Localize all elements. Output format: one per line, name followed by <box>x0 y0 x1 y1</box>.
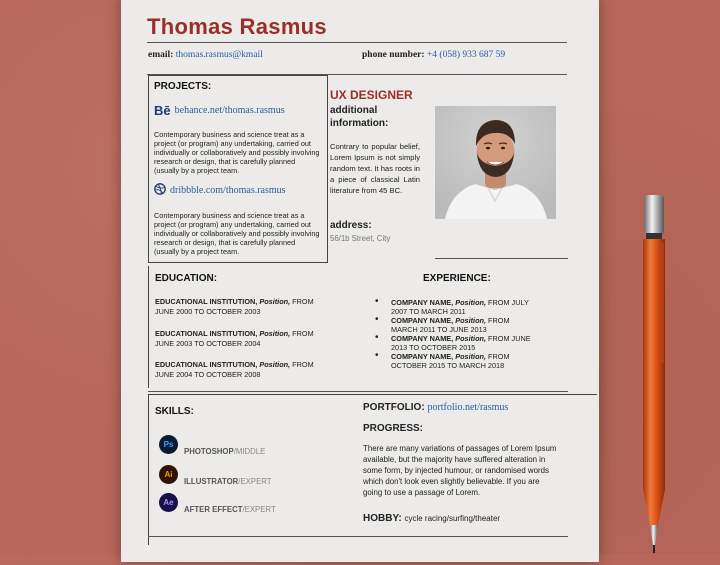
phone-link[interactable]: +4 (058) 933 687 59 <box>426 50 506 60</box>
dribbble-description: Contemporary business and science treat as a project (or program) any undertaking, carried out individually or collaboratively and possibly involving research or design, that is carefully planned (usually by a project team. <box>154 211 320 256</box>
phone-line <box>362 50 505 60</box>
progress-heading: PROGRESS: <box>363 423 424 434</box>
resume-name: Thomas Rasmus <box>147 14 327 39</box>
experience-item: • COMPANY NAME, Position, FROM JULY 2007 TO MARCH 2011 <box>375 298 575 316</box>
hobby-label: HOBBY: <box>363 513 402 524</box>
education-item: EDUCATIONAL INSTITUTION, Position, FROM JUNE 2000 TO OCTOBER 2003 <box>155 297 314 316</box>
illustrator-icon: Ai <box>159 465 178 484</box>
projects-heading: PROJECTS: <box>154 81 212 92</box>
behance-row[interactable] <box>154 103 285 118</box>
portfolio-link[interactable]: portfolio.net/rasmus <box>427 402 509 413</box>
divider <box>148 536 568 537</box>
experience-heading: EXPERIENCE: <box>423 273 491 284</box>
dribbble-icon <box>154 183 166 198</box>
photoshop-icon: Ps <box>159 435 178 454</box>
dribbble-link[interactable]: dribbble.com/thomas.rasmus <box>170 185 286 196</box>
profile-photo <box>435 106 556 219</box>
resume-paper <box>121 0 599 562</box>
experience-list <box>375 298 575 370</box>
behance-link[interactable]: behance.net/thomas.rasmus <box>174 105 285 116</box>
skills-portfolio-section <box>148 394 597 545</box>
email-link[interactable]: thomas.rasmus@kmail <box>175 50 263 60</box>
skills-heading: SKILLS: <box>155 406 194 417</box>
email-line <box>148 50 263 60</box>
divider <box>148 391 568 392</box>
projects-box <box>148 75 328 263</box>
portfolio-label: PORTFOLIO: <box>363 402 425 413</box>
experience-item: • COMPANY NAME, Position, FROM MARCH 2011 TO JUNE 2013 <box>375 316 575 334</box>
after-effect-icon: Ae <box>159 493 178 512</box>
progress-text: There are many variations of passages of Lorem Ipsum available, but the majority have suffered alteration in some form, by injected humour, or randomised words which don't look even slightly believable. If you are going to use a passage of Lorem. <box>363 444 557 497</box>
experience-item: • COMPANY NAME, Position, FROM OCTOBER 2015 TO MARCH 2018 <box>375 352 575 370</box>
behance-description: Contemporary business and science treat as a project (or program) any undertaking, carried out individually or collaboratively and possibly involving research or design, that is carefully planned (usually by a project team. <box>154 130 320 175</box>
role-title: UX DESIGNER <box>330 88 413 102</box>
dribbble-row[interactable] <box>154 183 286 198</box>
education-item: EDUCATIONAL INSTITUTION, Position, FROM JUNE 2003 TO OCTOBER 2004 <box>155 329 314 348</box>
divider <box>147 42 567 43</box>
skill-photoshop: Ps PHOTOSHOP/MIDDLE <box>159 433 265 456</box>
behance-icon: Bē <box>154 103 171 118</box>
address-label: address: <box>330 220 372 231</box>
address-value: 56/1b Street, City <box>330 234 391 243</box>
additional-text: Contrary to popular belief, Lorem Ipsum is not simply random text. It has roots in a piece of classical Latin literature from 45 BC. <box>330 142 420 195</box>
education-experience-section <box>148 266 597 388</box>
experience-item: • COMPANY NAME, Position, FROM JUNE 2013 TO OCTOBER 2015 <box>375 334 575 352</box>
skill-illustrator: Ai ILLUSTRATOR/EXPERT <box>159 463 272 486</box>
pen <box>640 195 668 560</box>
additional-heading: additional information: <box>330 105 389 129</box>
portfolio-line <box>363 402 508 413</box>
hobby-value: cycle racing/surfing/theater <box>404 514 501 523</box>
hobby-line <box>363 513 500 524</box>
email-label: email: <box>148 50 174 60</box>
education-item: EDUCATIONAL INSTITUTION, Position, FROM JUNE 2004 TO OCTOBER 2008 <box>155 360 314 379</box>
phone-label: phone number: <box>362 50 425 60</box>
education-heading: EDUCATION: <box>155 273 218 284</box>
divider <box>435 258 568 259</box>
skill-after-effect: Ae AFTER EFFECT/EXPERT <box>159 491 276 514</box>
